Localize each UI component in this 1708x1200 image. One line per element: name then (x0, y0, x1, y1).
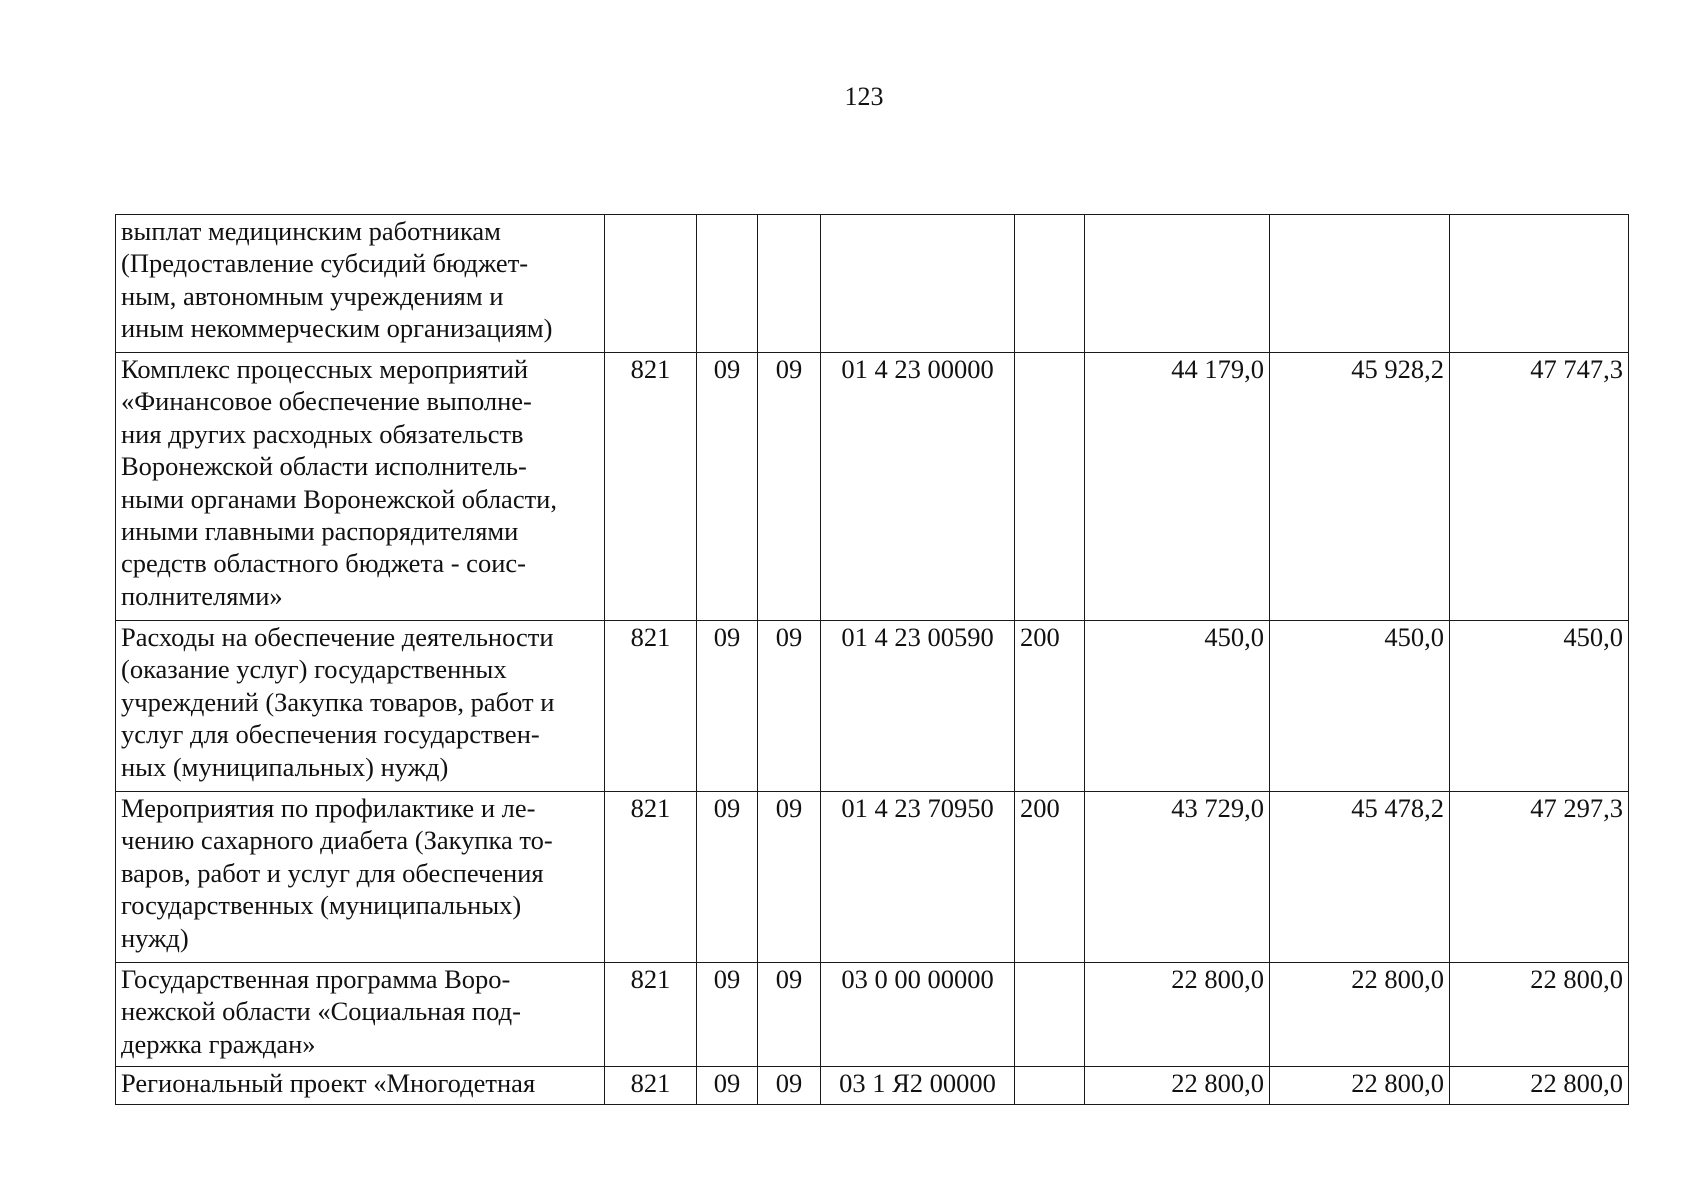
name-line: нежской области «Социальная под- (121, 996, 521, 1027)
expense-type-cell (1015, 353, 1085, 621)
expense-name-cell (116, 963, 605, 1067)
amount-year-3-cell: 47 747,3 (1450, 353, 1629, 621)
expense-name-cell (116, 1067, 605, 1105)
grbs-cell: 821 (605, 963, 697, 1067)
amount-year-1-cell: 22 800,0 (1085, 1067, 1270, 1105)
name-line: Воронежской области исполнитель- (121, 451, 527, 482)
budget-table (115, 214, 1629, 1105)
target-article-cell: 03 1 Я2 00000 (821, 1067, 1015, 1105)
amount-year-2-cell: 450,0 (1270, 621, 1450, 792)
target-article-cell: 01 4 23 70950 (821, 792, 1015, 963)
grbs-cell (605, 215, 697, 353)
grbs-cell: 821 (605, 621, 697, 792)
amount-year-1-cell (1085, 215, 1270, 353)
amount-year-1-cell: 44 179,0 (1085, 353, 1270, 621)
section-cell: 09 (697, 353, 758, 621)
expense-name-cell (116, 792, 605, 963)
table-row (116, 353, 1629, 621)
amount-year-1-cell: 22 800,0 (1085, 963, 1270, 1067)
subsection-cell: 09 (758, 792, 821, 963)
target-article-cell: 01 4 23 00000 (821, 353, 1015, 621)
amount-year-3-cell: 47 297,3 (1450, 792, 1629, 963)
section-cell (697, 215, 758, 353)
amount-year-3-cell (1450, 215, 1629, 353)
amount-year-3-cell: 22 800,0 (1450, 1067, 1629, 1105)
expense-type-cell (1015, 215, 1085, 353)
name-line: (оказание услуг) государственных (121, 654, 507, 685)
name-line: нужд) (121, 922, 189, 953)
expense-name-cell (116, 353, 605, 621)
name-line: (Предоставление субсидий бюджет- (121, 248, 529, 279)
amount-year-1-cell: 450,0 (1085, 621, 1270, 792)
amount-year-3-cell: 22 800,0 (1450, 963, 1629, 1067)
amount-year-1-cell: 43 729,0 (1085, 792, 1270, 963)
section-cell: 09 (697, 963, 758, 1067)
table-row (116, 792, 1629, 963)
expense-type-cell: 200 (1015, 621, 1085, 792)
subsection-cell: 09 (758, 621, 821, 792)
subsection-cell (758, 215, 821, 353)
grbs-cell: 821 (605, 792, 697, 963)
expense-name-cell (116, 621, 605, 792)
grbs-cell: 821 (605, 1067, 697, 1105)
subsection-cell: 09 (758, 1067, 821, 1105)
name-line: Расходы на обеспечение деятельности (121, 622, 554, 652)
name-line: выплат медицинским работникам (121, 216, 501, 246)
table-row (116, 963, 1629, 1067)
name-line: полнителями» (121, 580, 283, 611)
amount-year-2-cell: 45 928,2 (1270, 353, 1450, 621)
amount-year-2-cell: 45 478,2 (1270, 792, 1450, 963)
amount-year-3-cell: 450,0 (1450, 621, 1629, 792)
name-line: ными органами Воронежской области, (121, 483, 557, 514)
expense-type-cell (1015, 963, 1085, 1067)
subsection-cell: 09 (758, 963, 821, 1067)
subsection-cell: 09 (758, 353, 821, 621)
name-line: ным, автономным учреждениям и (121, 280, 504, 311)
expense-type-cell: 200 (1015, 792, 1085, 963)
name-line: Мероприятия по профилактике и ле- (121, 793, 536, 823)
name-line: государственных (муниципальных) (121, 890, 522, 921)
name-line: держка граждан» (121, 1028, 316, 1059)
name-line: иным некоммерческим организациям) (121, 313, 553, 344)
name-line: варов, работ и услуг для обеспечения (121, 857, 544, 888)
expense-name-cell (116, 215, 605, 353)
table-row (116, 1067, 1629, 1105)
page-number: 123 (844, 82, 884, 111)
name-line: Комплекс процессных мероприятий (121, 354, 529, 384)
name-line: Государственная программа Воро- (121, 964, 511, 994)
target-article-cell: 03 0 00 00000 (821, 963, 1015, 1067)
name-line: Региональный проект «Многодетная (121, 1068, 536, 1098)
section-cell: 09 (697, 1067, 758, 1105)
grbs-cell: 821 (605, 353, 697, 621)
amount-year-2-cell: 22 800,0 (1270, 963, 1450, 1067)
name-line: ния других расходных обязательств (121, 418, 524, 449)
expense-type-cell (1015, 1067, 1085, 1105)
name-line: «Финансовое обеспечение выполне- (121, 386, 532, 417)
amount-year-2-cell: 22 800,0 (1270, 1067, 1450, 1105)
name-line: иными главными распорядителями (121, 516, 519, 547)
table-row (116, 215, 1629, 353)
target-article-cell (821, 215, 1015, 353)
name-line: средств областного бюджета - соис- (121, 548, 526, 579)
table-row (116, 621, 1629, 792)
section-cell: 09 (697, 792, 758, 963)
target-article-cell: 01 4 23 00590 (821, 621, 1015, 792)
name-line: чению сахарного диабета (Закупка то- (121, 825, 553, 856)
name-line: учреждений (Закупка товаров, работ и (121, 686, 555, 717)
name-line: ных (муниципальных) нужд) (121, 751, 449, 782)
amount-year-2-cell (1270, 215, 1450, 353)
section-cell: 09 (697, 621, 758, 792)
name-line: услуг для обеспечения государствен- (121, 719, 540, 750)
